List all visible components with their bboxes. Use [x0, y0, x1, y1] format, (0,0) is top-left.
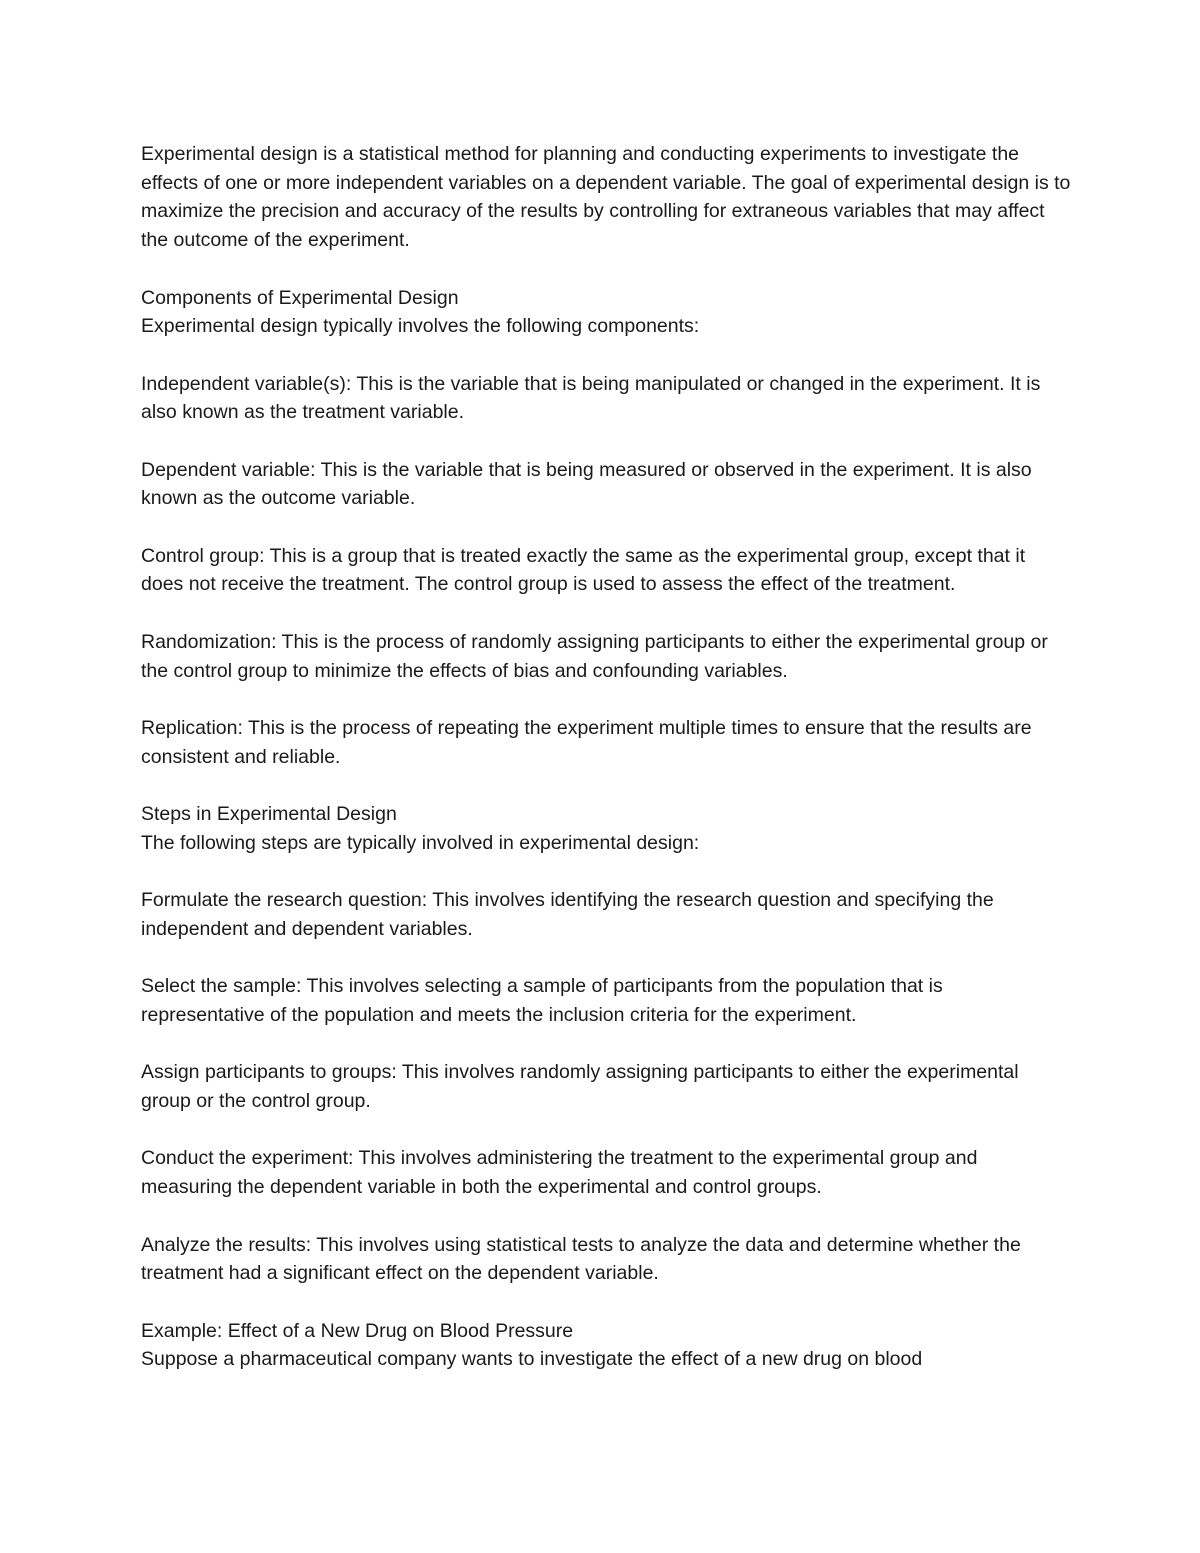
step-item-select-sample: Select the sample: This involves selecting a sample of participants from the population that is representative of the population and meets the inclusion criteria for the experiment. — [141, 975, 943, 1026]
step-item-formulate-question: Formulate the research question: This involves identifying the research question and specifying the independent and dependent variables. — [141, 889, 994, 940]
step-item-analyze-results: Analyze the results: This involves using statistical tests to analyze the data and determine whether the treatment had a significant effect on the dependent variable. — [141, 1233, 1021, 1285]
component-item-independent-variable: Independent variable(s): This is the variable that is being manipulated or changed in the experiment. It is also known as the treatment variable. — [141, 372, 1041, 424]
example-intro: Suppose a pharmaceutical company wants to investigate the effect of a new drug on blood — [141, 1348, 923, 1371]
document-body — [141, 140, 1071, 1374]
component-item-dependent-variable: Dependent variable: This is the variable that is being measured or observed in the experiment. It is also known as the outcome variable. — [141, 458, 1032, 510]
component-item-replication: Replication: This is the process of repeating the experiment multiple times to ensure that the results are consistent and reliable. — [141, 716, 1032, 768]
example-heading: Example: Effect of a New Drug on Blood Pressure — [141, 1319, 574, 1342]
intro-paragraph: Experimental design is a statistical method for planning and conducting experiments to investigate the effects of one or more independent variables on a dependent variable. The goal of experimental design is to maximize the precision and accuracy of the results by controlling for extraneous variables that may affect the outcome of the experiment. — [141, 143, 1071, 252]
step-item-assign-participants: Assign participants to groups: This involves randomly assigning participants to either the experimental group or the control group. — [141, 1061, 1019, 1113]
steps-heading: Steps in Experimental Design — [141, 803, 397, 826]
components-section — [141, 284, 1071, 341]
components-intro: Experimental design typically involves the following components: — [141, 315, 700, 338]
component-item-control-group: Control group: This is a group that is treated exactly the same as the experimental group, except that it does not receive the treatment. The control group is used to assess the effect of the treatment. — [141, 544, 1026, 596]
steps-intro: The following steps are typically involved in experimental design: — [141, 831, 700, 854]
example-section — [141, 1317, 1071, 1374]
components-heading: Components of Experimental Design — [141, 286, 459, 309]
step-item-conduct-experiment: Conduct the experiment: This involves administering the treatment to the experimental group and measuring the dependent variable in both the experimental and control groups. — [141, 1147, 978, 1199]
component-item-randomization: Randomization: This is the process of randomly assigning participants to either the experimental group or the control group to minimize the effects of bias and confounding variables. — [141, 630, 1048, 682]
steps-section — [141, 800, 1071, 857]
